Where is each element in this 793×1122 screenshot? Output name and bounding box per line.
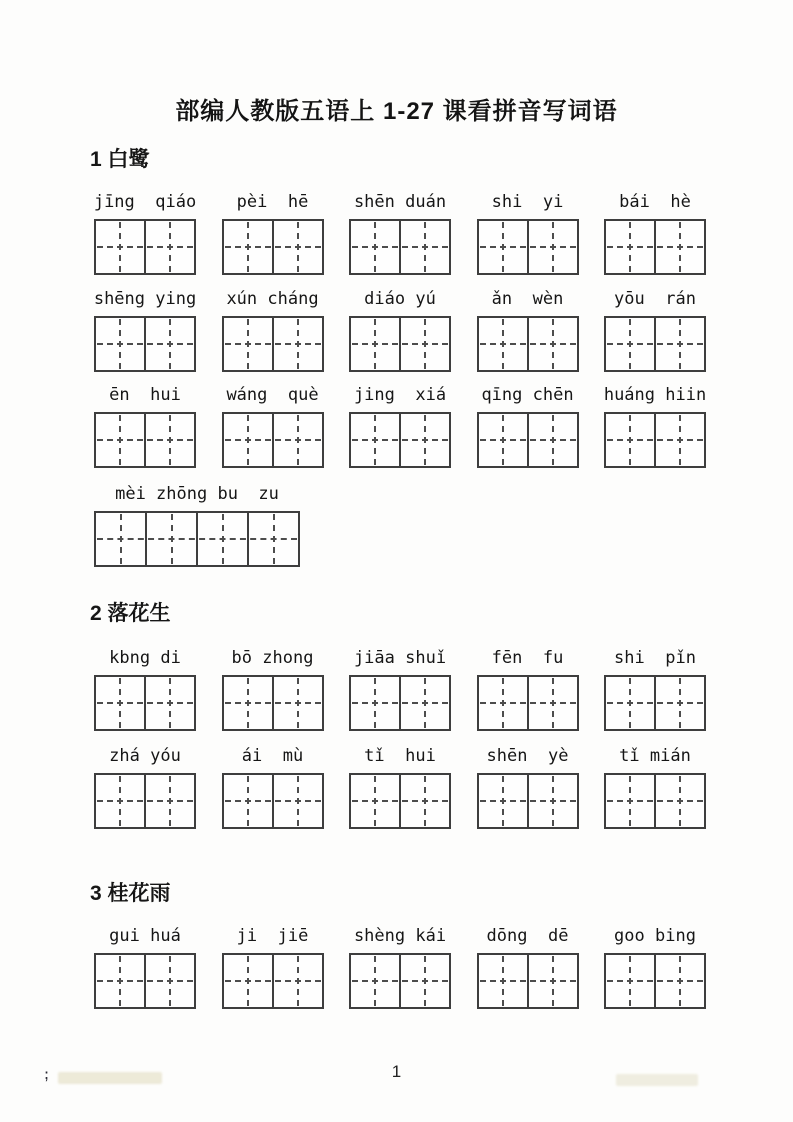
writing-grid: [477, 219, 579, 275]
pinyin-label: bái hè: [619, 192, 691, 212]
writing-grid: [94, 773, 196, 829]
pinyin-label: xún cháng: [226, 289, 319, 309]
grid-cell: [527, 775, 577, 827]
writing-grid: [94, 953, 196, 1009]
watermark-smudge-right: [616, 1074, 698, 1086]
word-group: [94, 190, 196, 275]
pinyin-label: shèng kái: [353, 926, 447, 946]
grid-cell: [399, 955, 449, 1007]
grid-cell: [272, 318, 322, 370]
writing-grid: [222, 412, 324, 468]
word-group: [477, 646, 579, 731]
grid-cell: [351, 775, 399, 827]
word-group: [477, 924, 579, 1009]
word-group: [349, 924, 451, 1009]
writing-grid: [349, 412, 451, 468]
writing-grid: [94, 316, 196, 372]
grid-cell: [144, 414, 194, 466]
grid-cell: [144, 677, 194, 729]
grid-cell: [606, 775, 654, 827]
pinyin-label: dōng dē: [486, 926, 569, 946]
pinyin-label: shi pǐn: [614, 648, 696, 668]
pinyin-label: tǐ hui: [364, 746, 436, 766]
grid-cell: [606, 677, 654, 729]
word-group: [222, 287, 324, 372]
grid-cell: [144, 775, 194, 827]
word-group: [604, 383, 706, 468]
pinyin-label: diáo yú: [364, 289, 436, 309]
writing-grid: [604, 953, 706, 1009]
word-group: [222, 190, 324, 275]
section-heading: 3 桂花雨: [90, 882, 171, 905]
writing-grid: [477, 316, 579, 372]
pinyin-label: goo bing: [614, 926, 696, 946]
grid-cell: [479, 318, 527, 370]
pinyin-label: gui huá: [109, 926, 181, 946]
pinyin-label: mèi zhōng bu zu: [115, 484, 279, 504]
grid-cell: [351, 221, 399, 273]
word-group: [349, 383, 451, 468]
grid-cell: [96, 318, 144, 370]
grid-cell: [479, 955, 527, 1007]
grid-cell: [399, 221, 449, 273]
pinyin-label: yōu rán: [614, 289, 696, 309]
pinyin-label: shi yi: [491, 192, 564, 212]
grid-cell: [96, 414, 144, 466]
word-group: [94, 646, 196, 731]
grid-cell: [224, 221, 272, 273]
pinyin-label: shēn duán: [353, 192, 447, 212]
writing-grid: [222, 773, 324, 829]
word-row: [94, 190, 706, 275]
grid-cell: [144, 955, 194, 1007]
pinyin-label: pèi hē: [236, 192, 309, 212]
grid-cell: [654, 221, 704, 273]
word-group: [349, 287, 451, 372]
word-row: [94, 482, 706, 567]
page-number: 1: [391, 1062, 402, 1081]
sections-container: [90, 146, 707, 1009]
word-row: [94, 924, 706, 1009]
section-heading: 2 落花生: [90, 602, 171, 625]
grid-cell: [96, 513, 145, 565]
pinyin-label: ǎn wèn: [491, 289, 564, 309]
word-row: [94, 744, 706, 829]
word-group: [94, 287, 196, 372]
grid-cell: [527, 221, 577, 273]
word-group: [477, 287, 579, 372]
word-group: [94, 482, 300, 567]
grid-cell: [654, 318, 704, 370]
word-group: [604, 744, 706, 829]
page-title: 部编人教版五语上 1-27 课看拼音写词语: [175, 98, 618, 125]
grid-cell: [606, 955, 654, 1007]
pinyin-label: jīng qiáo: [93, 192, 197, 212]
pinyin-label: ēn hui: [109, 385, 181, 405]
writing-grid: [477, 773, 579, 829]
pinyin-label: jiāa shuǐ: [353, 648, 447, 668]
grid-cell: [96, 955, 144, 1007]
grid-cell: [351, 677, 399, 729]
word-group: [222, 744, 324, 829]
grid-cell: [351, 318, 399, 370]
writing-grid: [349, 219, 451, 275]
word-group: [94, 924, 196, 1009]
word-group: [349, 646, 451, 731]
word-group: [222, 646, 324, 731]
pinyin-label: zhá yóu: [109, 746, 181, 766]
word-group: [94, 383, 196, 468]
worksheet-section: [90, 880, 706, 1009]
word-group: [477, 383, 579, 468]
word-group: [94, 744, 196, 829]
word-group: [349, 190, 451, 275]
writing-grid: [349, 773, 451, 829]
grid-cell: [224, 955, 272, 1007]
writing-grid: [94, 511, 300, 567]
grid-cell: [145, 513, 196, 565]
word-group: [604, 646, 706, 731]
pinyin-label: ái mù: [241, 746, 304, 766]
writing-grid: [604, 773, 706, 829]
grid-cell: [606, 414, 654, 466]
grid-cell: [351, 955, 399, 1007]
pinyin-label: jing xiá: [353, 385, 447, 405]
grid-cell: [272, 955, 322, 1007]
word-group: [604, 190, 706, 275]
grid-cell: [527, 414, 577, 466]
grid-cell: [272, 414, 322, 466]
grid-cell: [606, 318, 654, 370]
scan-corner-mark: ;: [44, 1066, 49, 1083]
pinyin-label: fēn fu: [491, 648, 564, 668]
grid-cell: [272, 221, 322, 273]
pinyin-label: ji jiē: [236, 926, 309, 946]
grid-cell: [479, 414, 527, 466]
word-group: [477, 744, 579, 829]
grid-cell: [224, 414, 272, 466]
grid-cell: [399, 318, 449, 370]
worksheet-section: [90, 600, 706, 829]
section-heading: 1 白鹭: [90, 148, 150, 171]
grid-cell: [224, 318, 272, 370]
grid-cell: [272, 677, 322, 729]
word-group: [604, 287, 706, 372]
word-row: [94, 287, 706, 372]
word-group: [222, 924, 324, 1009]
pinyin-label: wáng què: [226, 385, 319, 405]
writing-grid: [604, 316, 706, 372]
pinyin-label: shēn yè: [486, 746, 569, 766]
writing-grid: [604, 412, 706, 468]
grid-cell: [479, 775, 527, 827]
writing-grid: [222, 953, 324, 1009]
grid-cell: [399, 677, 449, 729]
word-row: [94, 646, 706, 731]
writing-grid: [349, 675, 451, 731]
grid-cell: [247, 513, 298, 565]
writing-grid: [94, 412, 196, 468]
word-row: [94, 383, 706, 468]
writing-grid: [349, 953, 451, 1009]
writing-grid: [604, 675, 706, 731]
grid-cell: [527, 318, 577, 370]
grid-cell: [96, 221, 144, 273]
writing-grid: [604, 219, 706, 275]
grid-cell: [654, 414, 704, 466]
word-group: [349, 744, 451, 829]
writing-grid: [94, 219, 196, 275]
grid-cell: [224, 677, 272, 729]
grid-cell: [479, 677, 527, 729]
writing-grid: [349, 316, 451, 372]
worksheet-section: [90, 146, 707, 567]
grid-cell: [479, 221, 527, 273]
grid-cell: [654, 955, 704, 1007]
grid-cell: [96, 677, 144, 729]
pinyin-label: huáng hiin: [603, 385, 707, 405]
grid-cell: [224, 775, 272, 827]
pinyin-label: shēng ying: [93, 289, 197, 309]
word-group: [477, 190, 579, 275]
grid-cell: [196, 513, 247, 565]
grid-cell: [144, 318, 194, 370]
pinyin-label: bō zhong: [231, 648, 314, 668]
grid-cell: [351, 414, 399, 466]
grid-cell: [527, 677, 577, 729]
grid-cell: [654, 677, 704, 729]
writing-grid: [477, 675, 579, 731]
word-group: [604, 924, 706, 1009]
grid-cell: [272, 775, 322, 827]
grid-cell: [606, 221, 654, 273]
grid-cell: [399, 414, 449, 466]
pinyin-label: tǐ mián: [619, 746, 691, 766]
writing-grid: [94, 675, 196, 731]
word-group: [222, 383, 324, 468]
writing-grid: [477, 953, 579, 1009]
grid-cell: [96, 775, 144, 827]
grid-cell: [399, 775, 449, 827]
grid-cell: [144, 221, 194, 273]
pinyin-label: qīng chēn: [481, 385, 574, 405]
writing-grid: [222, 316, 324, 372]
pinyin-label: kbng di: [109, 648, 181, 668]
writing-grid: [222, 675, 324, 731]
writing-grid: [222, 219, 324, 275]
grid-cell: [654, 775, 704, 827]
grid-cell: [527, 955, 577, 1007]
writing-grid: [477, 412, 579, 468]
